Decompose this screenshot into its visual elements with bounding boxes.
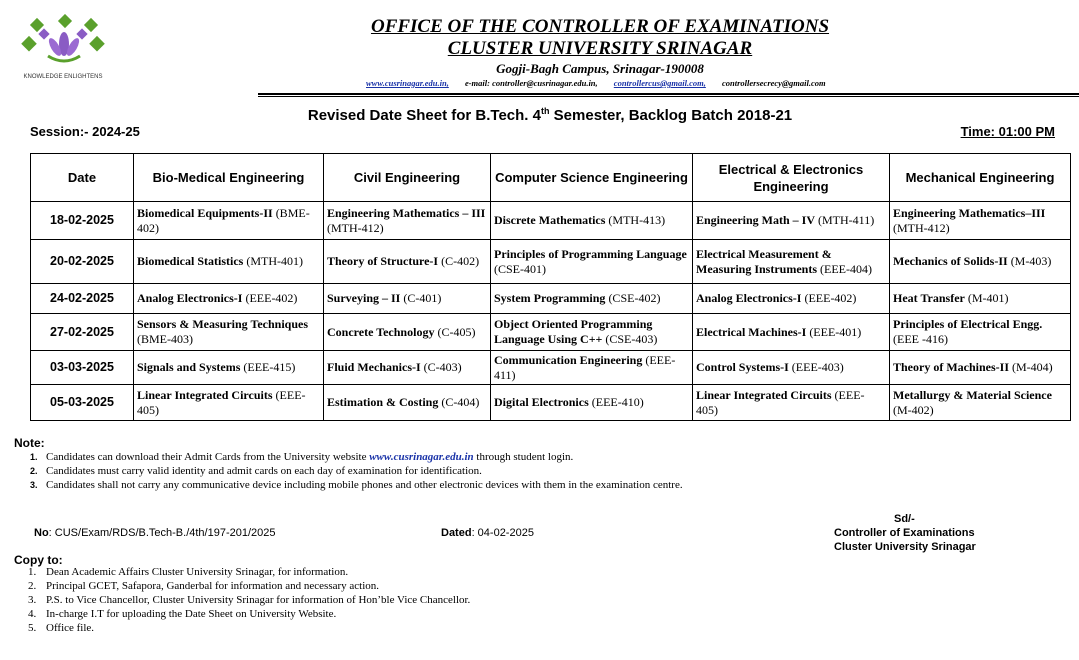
subject-code: (BME-403): [137, 332, 193, 346]
subject-name: Fluid Mechanics-I: [327, 360, 421, 374]
exam-date: 05-03-2025: [31, 385, 134, 421]
subject-code: (C-403): [423, 360, 462, 374]
subject-name: Analog Electronics-I: [137, 291, 243, 305]
note-item: [30, 451, 573, 463]
subject-cell: [693, 351, 890, 385]
contact-line: [366, 78, 826, 88]
table-row: [31, 284, 1071, 314]
note-text: Candidates shall not carry any communicative device including mobile phones and other electronic devices with them in the examination centre.: [46, 479, 683, 491]
copy-number: 1.: [28, 566, 37, 578]
office-heading: OFFICE OF THE CONTROLLER OF EXAMINATIONS: [370, 16, 830, 37]
datesheet-table: [30, 153, 1071, 421]
subject-name: Electrical Machines-I: [696, 324, 807, 339]
session-label: Session:- 2024-25: [30, 124, 140, 139]
subject-code: (C-405): [437, 324, 476, 339]
subject-cell: [491, 314, 693, 351]
subject-cell: [890, 240, 1071, 284]
subject-code: (EEE-410): [591, 395, 644, 409]
exam-date: 24-02-2025: [31, 284, 134, 314]
dated: [441, 527, 534, 539]
subject-name: Sensors & Measuring Techniques: [137, 317, 309, 331]
subject-cell: [491, 202, 693, 240]
table-header-row: [31, 154, 1071, 202]
copy-number: 2.: [28, 580, 37, 592]
subject-cell: [890, 385, 1071, 421]
subject-name: System Programming: [494, 291, 606, 305]
signature-mark: Sd/-: [894, 513, 915, 525]
lotus-emblem: [21, 14, 105, 61]
subject-cell: [324, 202, 491, 240]
reference-label: No: [34, 527, 49, 539]
exam-date: 27-02-2025: [31, 314, 134, 351]
campus-address: Gogji-Bagh Campus, Srinagar-190008: [496, 61, 704, 76]
datesheet-title: [200, 106, 900, 124]
subject-cell: [693, 240, 890, 284]
copy-text: Dean Academic Affairs Cluster University Srinagar, for information.: [46, 566, 349, 578]
subject-name: Engineering Mathematics – III: [327, 205, 486, 220]
header-civil: Civil Engineering: [324, 154, 491, 202]
subject-cell: [890, 351, 1071, 385]
subject-cell: [324, 314, 491, 351]
table-row: [31, 385, 1071, 421]
subject-name: Heat Transfer: [893, 291, 965, 305]
subject-code: (EEE-404): [820, 261, 872, 276]
subject-code: (CSE-402): [608, 291, 661, 305]
header-divider: [258, 93, 1079, 95]
subject-name: Digital Electronics: [494, 395, 589, 409]
subject-code: (M-402): [893, 402, 934, 417]
title-suffix: Semester, Backlog Batch 2018-21: [549, 107, 793, 124]
exam-time: Time: 01:00 PM: [960, 124, 1055, 139]
subject-code: (MTH-412): [327, 220, 384, 235]
dated-value: : 04-02-2025: [471, 527, 534, 539]
copy-item: [28, 566, 348, 578]
subject-cell: [134, 351, 324, 385]
subject-cell: [491, 284, 693, 314]
subject-code: (MTH-412): [893, 220, 950, 235]
subject-cell: [693, 385, 890, 421]
dated-label: Dated: [441, 527, 472, 539]
note-text: Candidates can download their Admit Cards from the University website: [46, 451, 370, 463]
table-row: [31, 202, 1071, 240]
subject-code: (CSE-401): [494, 261, 546, 276]
title-prefix: Revised Date Sheet for B.Tech. 4: [307, 107, 541, 124]
subject-code: (EEE-405): [137, 387, 306, 417]
subject-cell: [693, 314, 890, 351]
subject-cell: [890, 202, 1071, 240]
subject-cell: [324, 385, 491, 421]
signatory-title: Controller of Examinations: [834, 527, 975, 539]
subject-code: (EEE-411): [494, 352, 676, 382]
copy-item: [28, 580, 379, 592]
table-row: [31, 240, 1071, 284]
subject-code: (BME-402): [137, 205, 310, 235]
subject-code: (EEE-405): [696, 387, 865, 417]
header-date: Date: [31, 154, 134, 202]
email-label: e-mail:: [464, 78, 490, 88]
subject-code: (M-404): [1012, 360, 1053, 374]
subject-code: (MTH-401): [246, 254, 303, 268]
subject-code: (CSE-403): [605, 332, 658, 346]
subject-code: (EEE-402): [245, 291, 298, 305]
subject-name: Object Oriented Programming Language Using C++: [494, 317, 653, 346]
subject-name: Surveying – II: [327, 291, 401, 305]
email-controllercus[interactable]: controllercus@gmail.com,: [613, 78, 706, 88]
copy-text: P.S. to Vice Chancellor, Cluster University Srinagar for information of Hon’ble Vice Chancellor.: [46, 594, 471, 606]
subject-name: Concrete Technology: [327, 324, 435, 339]
note-number: 2.: [30, 466, 38, 476]
subject-cell: [491, 385, 693, 421]
subject-name: Biomedical Equipments-II: [137, 205, 273, 220]
subject-name: Metallurgy & Material Science: [893, 387, 1052, 402]
table-row: [31, 314, 1071, 351]
subject-name: Principles of Programming Language: [494, 246, 687, 261]
reference-value: : CUS/Exam/RDS/B.Tech-B./4th/197-201/2025: [48, 527, 276, 539]
email-secrecy[interactable]: controllersecrecy@gmail.com: [722, 78, 826, 88]
subject-name: Principles of Electrical Engg.: [893, 317, 1043, 331]
copy-item: [28, 608, 336, 620]
university-heading: CLUSTER UNIVERSITY SRINAGAR: [447, 38, 753, 59]
subject-cell: [693, 284, 890, 314]
subject-code: (EEE-403): [791, 360, 844, 374]
exam-date: 03-03-2025: [31, 351, 134, 385]
header-divider-thin: [258, 96, 1079, 97]
note-text: Candidates must carry valid identity and admit cards on each day of examination for identification.: [46, 465, 482, 477]
subject-cell: [890, 314, 1071, 351]
exam-date: 18-02-2025: [31, 202, 134, 240]
logo-motto: KNOWLEDGE ENLIGHTENS: [23, 74, 103, 80]
subject-name: Analog Electronics-I: [696, 291, 802, 305]
subject-code: (EEE -416): [893, 332, 948, 346]
subject-cell: [134, 240, 324, 284]
reference-number: [34, 527, 276, 539]
subject-code: (C-402): [441, 254, 480, 268]
subject-name: Communication Engineering: [494, 352, 643, 367]
subject-code: (C-401): [403, 291, 442, 305]
copy-text: Principal GCET, Safapora, Ganderbal for information and necessary action.: [46, 580, 380, 592]
note-number: 3.: [30, 480, 38, 490]
table-row: [31, 351, 1071, 385]
subject-name: Discrete Mathematics: [494, 213, 606, 227]
subject-cell: [491, 240, 693, 284]
subject-cell: [134, 202, 324, 240]
subject-name: Biomedical Statistics: [137, 254, 244, 268]
header-cse: Computer Science Engineering: [491, 154, 693, 202]
subject-name: Engineering Math – IV: [696, 213, 816, 227]
subject-name: Estimation & Costing: [327, 395, 439, 409]
copy-number: 5.: [28, 622, 37, 634]
note-number: 1.: [30, 452, 38, 462]
copy-to-heading: Copy to:: [14, 553, 63, 567]
copy-item: [28, 622, 94, 634]
subject-code: (MTH-413): [608, 213, 666, 227]
note-item: [30, 465, 482, 477]
subject-name: Theory of Machines-II: [893, 360, 1009, 374]
subject-code: (EEE-402): [804, 291, 857, 305]
subject-name: Control Systems-I: [696, 360, 789, 374]
subject-cell: [693, 202, 890, 240]
header-mechanical: Mechanical Engineering: [890, 154, 1071, 202]
subject-cell: [491, 351, 693, 385]
subject-name: Engineering Mathematics–III: [893, 205, 1046, 220]
header-biomedical: Bio-Medical Engineering: [134, 154, 324, 202]
subject-name: Linear Integrated Circuits: [137, 387, 273, 402]
note-text-end: through student login.: [473, 451, 574, 463]
subject-name: Theory of Structure-I: [327, 254, 439, 268]
email-controller[interactable]: controller@cusrinagar.edu.in,: [492, 78, 598, 88]
subject-code: (M-403): [1010, 254, 1052, 268]
copy-text: Office file.: [46, 622, 95, 634]
signatory-org: Cluster University Srinagar: [834, 541, 976, 553]
copy-number: 4.: [28, 608, 37, 620]
copy-number: 3.: [28, 594, 37, 606]
subject-cell: [134, 314, 324, 351]
note-website-link[interactable]: www.cusrinagar.edu.in: [369, 451, 474, 463]
header-eee: Electrical & Electronics Engineering: [693, 154, 890, 202]
subject-cell: [134, 284, 324, 314]
subject-cell: [134, 385, 324, 421]
subject-code: (MTH-411): [818, 213, 875, 227]
title-sup: th: [541, 106, 550, 116]
subject-name: Mechanics of Solids-II: [893, 254, 1008, 268]
subject-cell: [890, 284, 1071, 314]
subject-name: Linear Integrated Circuits: [696, 387, 832, 402]
subject-code: (EEE-415): [243, 360, 296, 374]
copy-text: In-charge I.T for uploading the Date Sheet on University Website.: [46, 608, 337, 620]
subject-cell: [324, 351, 491, 385]
subject-name: Signals and Systems: [137, 360, 241, 374]
subject-code: (EEE-401): [809, 324, 862, 339]
exam-date: 20-02-2025: [31, 240, 134, 284]
notes-heading: Note:: [14, 436, 45, 450]
signature-block: [834, 512, 976, 554]
website-link[interactable]: www.cusrinagar.edu.in,: [366, 78, 449, 88]
note-item: [30, 479, 683, 491]
subject-code: (C-404): [441, 395, 480, 409]
subject-name: Electrical Measurement & Measuring Instruments: [696, 246, 832, 276]
subject-cell: [324, 240, 491, 284]
subject-code: (M-401): [967, 291, 1009, 305]
copy-item: [28, 594, 470, 606]
university-logo: [18, 14, 108, 84]
subject-cell: [324, 284, 491, 314]
